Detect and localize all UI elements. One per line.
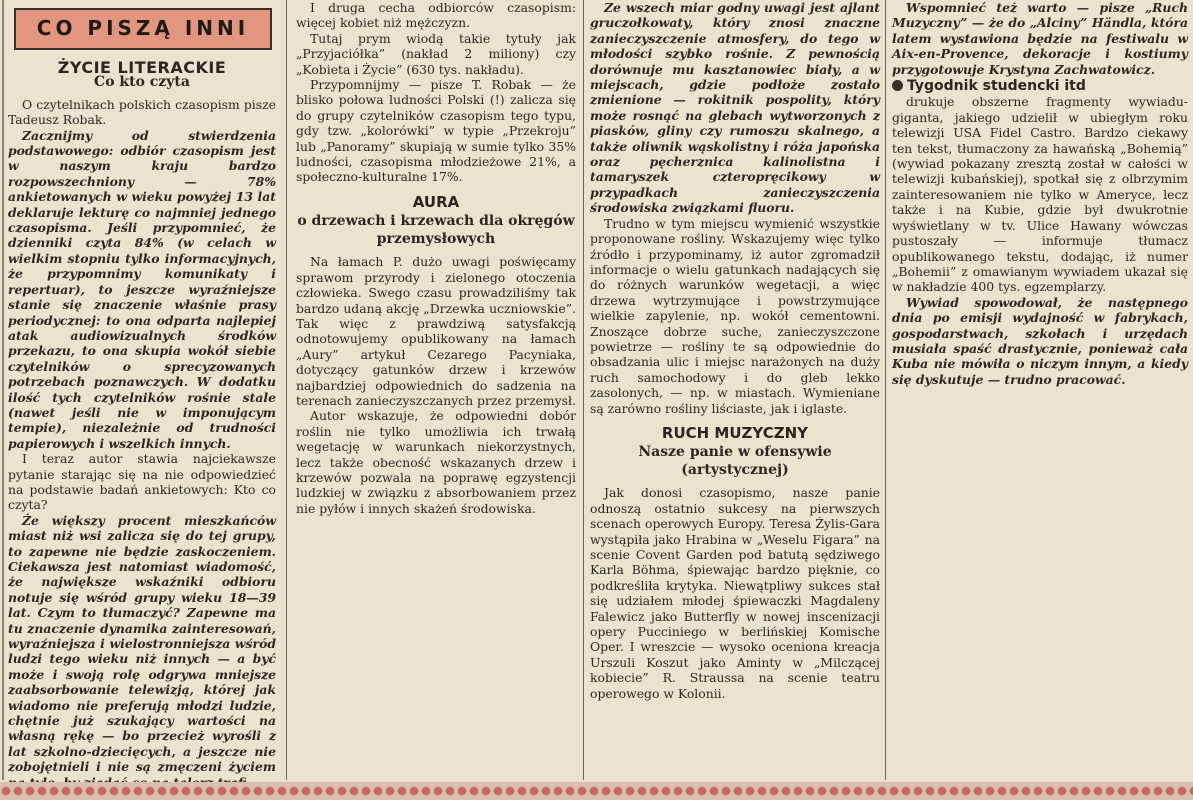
article-title: AURA: [412, 192, 460, 211]
article-title: ŻYCIE LITERACKIE: [57, 58, 227, 77]
paragraph: Na łamach P. dużo uwagi poświęcamy sprawom przyrody i zielonego otoczenia człowieka. Swego czasu prowadziliśmy tak bardzo udaną akcję „Drzewka uczniowskie”. Tak więc z prawdziwą satysfakcją odnotowujemy opublikowany na łamach „Aury” artykuł Cezarego Pacyniaka, dotyczący gatunków drzew i krzewów najbardziej odpowiednich do sadzenia na terenach zanieczyszczanych przez przemysł.: [296, 254, 576, 408]
section-header: CO PISZĄ INNI: [36, 16, 250, 41]
paragraph-italic: Ze wszech miar godny uwagi jest ajlant gruczołkowaty, który znosi znaczne zanieczyszczenie atmosfery, do tego w młodości szybko rośnie. Z pewnością dorównuje mu kasztanowiec biały, a w miejscach, gdzie podłoże zostało zmienione — rokitnik pospolity, który może rosnąć na glebach wytworzonych z piasków, gliny czy rumoszu skalnego, a także oliwnik wąskolistny i róża japońska oraz pęcherznica kalinolistna i tamaryszek czteropręcikowy w przypadkach zanieczyszczenia środowiska związkami fluoru.: [590, 0, 880, 216]
paragraph: I druga cecha odbiorców czasopism: więcej kobiet niż mężczyzn.: [296, 0, 576, 31]
bullet-icon: [892, 80, 903, 91]
decorative-border: [0, 782, 1193, 800]
column-2: [296, 0, 576, 780]
paragraph: Autor wskazuje, że odpowiedni dobór roślin nie tylko umożliwia ich trwałą wegetację w warunkach niekorzystnych, lecz także obecność wskazanych drzew i krzewów pozwala na poprawę egzystencji ludzkiej w związku z absorbowaniem przez nie pyłów i innych skażeń środowiska.: [296, 408, 576, 516]
column-1: [8, 0, 276, 780]
section-header-box: [14, 8, 272, 50]
paragraph: Trudno w tym miejscu wymienić wszystkie proponowane rośliny. Wskazujemy więc tylko źródło i przypominamy, iż autor zgromadził informacje o wielu gatunkach nadających się do różnych warunków wegetacji, a więc drzewa wytrzymujące i powstrzymujące wielkie zapylenie, np. wokół cementowni. Znoszące dobrze suche, zanieczyszczone powietrze — rośliny te są odpowiednie do obsadzania ulic i miejsc narażonych na duży ruch samochodowy i do gleb lekko zasolonych, — np. w miastach. Wymieniane są zarówno rośliny liściaste, jak i iglaste.: [590, 215, 880, 416]
paragraph-italic: Wspomnieć też warto — pisze „Ruch Muzyczny” — że do „Alciny” Händla, która latem wystawiona będzie na festiwalu w Aix-en-Provence, dekoracje i kostiumy przygotowuje Krystyna Zachwatowicz.: [892, 0, 1188, 77]
column-rule: [583, 0, 584, 780]
paragraph: O czytelnikach polskich czasopism pisze Tadeusz Robak.: [8, 96, 276, 128]
paragraph-italic: Że większy procent mieszkańców miast niż wsi zalicza się do tej grupy, to zapewne nie będzie zaskoczeniem. Ciekawsza jest natomiast wiadomość, że największe wskaźniki odbioru notuje się wśród grupy wieku 18—39 lat. Czym to tłumaczyć? Zapewne ma tu znaczenie dynamika zainteresowań, wyraźniejsza i wielostronniejsza wśród ludzi tego wieku niż innych — a być może i swoją rolę odgrywa mniejsze zaabsorbowanie telewizją, której jak wiadomo nie preferują młodzi ludzie, chętnie już szukający wartości na własną rękę — bo przecież wyrośli z lat szkolno-dziecięcych, a jeszcze nie zobojętnieli i nie są zmęczeni życiem: [8, 512, 276, 775]
column-3: [590, 0, 880, 780]
column-4: [892, 0, 1188, 780]
article-title: RUCH MUZYCZNY: [661, 423, 809, 442]
column-rule: [885, 0, 886, 780]
article-title: [892, 79, 1188, 94]
article-subtitle: Co kto czyta: [94, 74, 190, 91]
paragraph-italic: Zacznijmy od stwierdzenia podstawowego: odbiór czasopism jest w naszym kraju bardzo rozpowszechniony — 78% ankietowanych w wieku powyżej 13 lat deklaruje lekturę co najmniej jednego czasopisma. Jeśli przypomnieć, że dzienniki czyta 84% (w celach w wielkim stopniu tylko informacyjnych, że przypomnimy komunikaty i repertuar), to jeszcze wyraźniejsze stanie się znaczenie właśnie prasy periodycznej: to ona odparta najlepiej atak audiowizualnych środków przekazu, to ona skupia wokół siebie czytelników o sprecyzowanych potrzebach poznawczych. W dodatku ilość tych czytelników rośnie stale (nawet jeśli nie w imponującym tempie), niezależnie od trudności papierowych i wszelkich innych.: [8, 127, 276, 451]
article-title-text: Tygodnik studencki itd: [907, 78, 1086, 95]
column-rule: [286, 0, 287, 780]
article-subtitle: Nasze panie w ofensywie (artystycznej): [638, 444, 832, 479]
paragraph: Jak donosi czasopismo, nasze panie odnoszą ostatnio sukcesy na pierwszych scenach operowych Europy. Teresa Żylis-Gara wystąpiła jako Hrabina w „Weselu Figara” na scenie Covent Garden pod batutą sędziwego Karla Böhma, śpiewając bardzo pięknie, co podkreśliła krytyka. Niewątpliwy sukces stał się udziałem młodej śpiewaczki Magdaleny Falewicz jako Butterfly w nowej inscenizacji opery Pucciniego w berlińskiej Komische Oper. I wreszcie — wysoko oceniona kreacja Urszuli Koszut jako Aminty w „Milczącej kobiecie” R. Straussa na scenie teatru operowego w Kolonii.: [590, 485, 880, 701]
paragraph: drukuje obszerne fragmenty wywiadu-giganta, jakiego udzielił w ubiegłym roku telewizji USA Fidel Castro. Bardzo ciekawy ten tekst, tłumaczony za hawańską „Bohemią” (wywiad pokazany zresztą został w całości w telewizji kubańskiej), spotkał się z olbrzymim zainteresowaniem nie tylko w Ameryce, lecz także i na Kubie, gdzie był dwukrotnie wyświetlany w tv. Ulice Hawany wówczas pustoszały — informuje tłumacz opublikowanego tekstu, dodając, iż numer „Bohemii” z omawianym wywiadem ukazał się w nakładzie 400 tys. egzemplarzy.: [892, 94, 1188, 295]
paragraph: Tutaj prym wiodą takie tytuły jak „Przyjaciółka” (nakład 2 miliony) czy „Kobieta i Życie” (630 tys. nakładu).: [296, 30, 576, 77]
paragraph-italic: Wywiad spowodował, że następnego dnia po emisji wydajność w fabrykach, gospodarstwach, szkołach i urzędach musiała spaść drastycznie, ponieważ cała Kuba nie mówiła o niczym innym, a kiedy się dyskutuje — trudno pracować.: [892, 294, 1188, 387]
paragraph: I teraz autor stawia najciekawsze pytanie starając się na nie odpowiedzieć na podstawie badań ankietowych: Kto co czyta?: [8, 451, 276, 513]
article-subtitle: o drzewach i krzewach dla okręgów przemysłowych: [297, 213, 575, 248]
left-margin-rule: [2, 0, 4, 780]
paragraph: Przypomnijmy — pisze T. Robak — że blisko połowa ludności Polski (!) zalicza się do grupy czytelników czasopism tego typu, gdy tzw. „kolorówki” w typie „Przekroju” lub „Panoramy” skupiają w sumie tylko 35% ludności, czasopisma młodzieżowe 21%, a społeczno-kulturalne 17%.: [296, 77, 576, 185]
